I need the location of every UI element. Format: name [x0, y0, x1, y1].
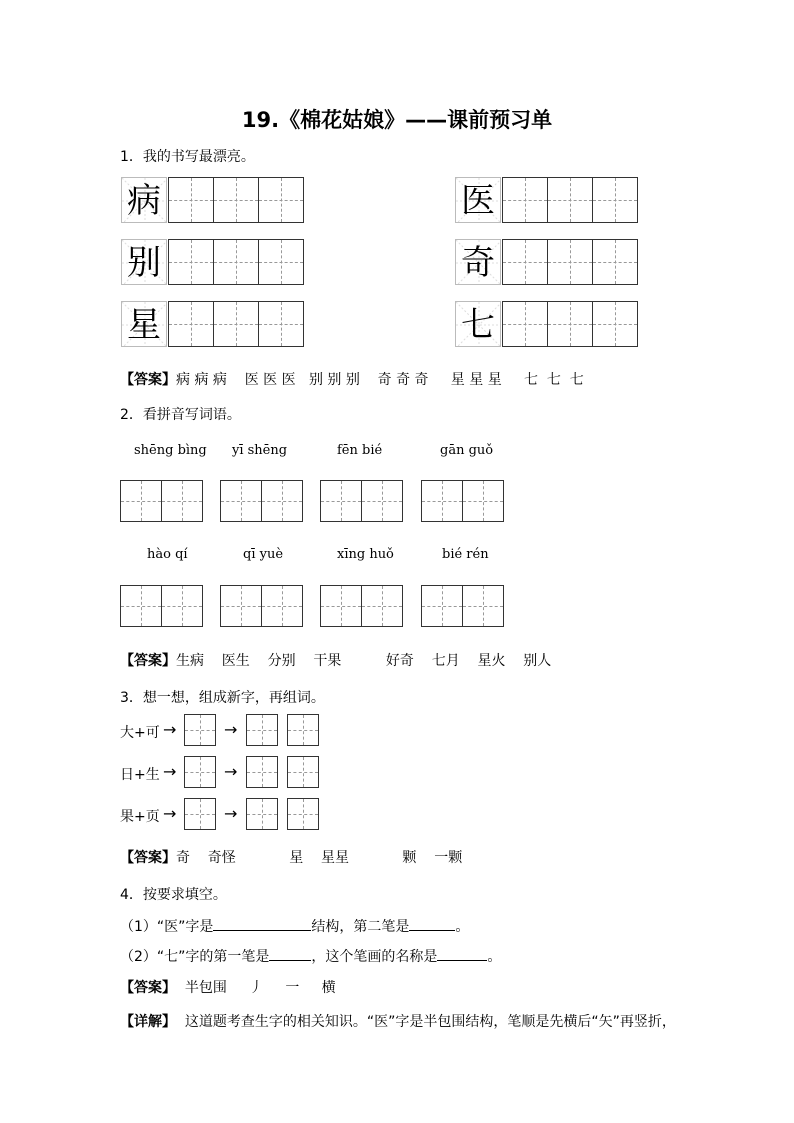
answer-box[interactable]: [287, 756, 319, 788]
writing-cell[interactable]: [547, 239, 593, 285]
writing-cell[interactable]: [261, 480, 303, 522]
writing-cell[interactable]: [213, 239, 259, 285]
writing-cell[interactable]: [320, 585, 362, 627]
writing-cell[interactable]: [421, 585, 463, 627]
writing-cell[interactable]: [421, 480, 463, 522]
q4-answer: [120, 977, 336, 997]
writing-cell[interactable]: [502, 239, 548, 285]
detail-label: 【详解】: [120, 1014, 176, 1030]
arrow-icon: →: [163, 762, 177, 781]
detail-text: 这道题考查生字的相关知识。“医”字是半包围结构，笔顺是先横后“矢”再竖折，: [176, 1014, 676, 1030]
fill-blank[interactable]: [213, 918, 311, 931]
writing-cell[interactable]: [168, 301, 214, 347]
model-character: 医: [461, 181, 495, 221]
answer-text: 半包围 丿 一 横: [176, 980, 336, 996]
answer-box[interactable]: [246, 714, 278, 746]
answer-box[interactable]: [184, 714, 216, 746]
q2-answer: [120, 650, 551, 670]
answer-box[interactable]: [246, 756, 278, 788]
writing-cell[interactable]: [502, 177, 548, 223]
writing-cell[interactable]: [258, 301, 304, 347]
writing-cell[interactable]: [168, 177, 214, 223]
q1-prompt: 1．我的书写最漂亮。: [120, 149, 255, 165]
writing-cell[interactable]: [258, 177, 304, 223]
arrow-icon: →: [224, 762, 238, 781]
q4-line2-text-a: （2）“七”字的第一笔是: [120, 949, 270, 965]
pinyin-1: shēng bìng: [134, 443, 207, 458]
q4-line-1: [120, 916, 469, 936]
writing-cell[interactable]: [547, 301, 593, 347]
writing-cell[interactable]: [220, 480, 262, 522]
writing-cell[interactable]: [592, 239, 638, 285]
writing-cell[interactable]: [161, 585, 203, 627]
pinyin-7: xīng huǒ: [337, 547, 394, 562]
arrow-icon: →: [224, 720, 238, 739]
fill-blank[interactable]: [409, 918, 455, 931]
fill-blank[interactable]: [437, 948, 487, 961]
model-character-cell: [455, 177, 501, 223]
q3-item-2: 日+生: [120, 767, 160, 783]
writing-cell[interactable]: [213, 301, 259, 347]
writing-cell[interactable]: [592, 177, 638, 223]
writing-cell[interactable]: [220, 585, 262, 627]
writing-cell[interactable]: [462, 480, 504, 522]
q3-answer: [120, 847, 462, 867]
answer-label: 【答案】: [120, 850, 176, 866]
q4-line2-text-b: ，这个笔画的名称是: [311, 949, 438, 965]
answer-box[interactable]: [287, 798, 319, 830]
model-character-cell: [121, 301, 167, 347]
model-character: 星: [127, 305, 161, 345]
pinyin-6: qī yuè: [243, 547, 284, 562]
writing-cell[interactable]: [547, 177, 593, 223]
q4-line-2: [120, 946, 501, 966]
q4-line1-text-a: （1）“医”字是: [120, 919, 214, 935]
writing-cell[interactable]: [462, 585, 504, 627]
page-title: 19.《棉花姑娘》——课前预习单: [241, 108, 553, 132]
model-character: 七: [461, 305, 495, 345]
answer-box[interactable]: [184, 756, 216, 788]
arrow-icon: →: [163, 720, 177, 739]
writing-cell[interactable]: [120, 480, 162, 522]
arrow-icon: →: [224, 804, 238, 823]
model-character-cell: [455, 301, 501, 347]
q3-item-1: 大+可: [120, 725, 160, 741]
writing-cell[interactable]: [258, 239, 304, 285]
pinyin-3: fēn bié: [337, 443, 383, 458]
answer-text: 生病 医生 分别 干果 好奇 七月 星火 别人: [176, 653, 552, 669]
q3-prompt: 3．想一想，组成新字，再组词。: [120, 690, 325, 706]
writing-cell[interactable]: [592, 301, 638, 347]
q3-item-3: 果+页: [120, 809, 160, 825]
answer-text: 奇 奇怪 星 星星 颗 一颗: [176, 850, 463, 866]
writing-cell[interactable]: [161, 480, 203, 522]
q4-line2-text-c: 。: [487, 949, 502, 965]
pinyin-4: gān guǒ: [440, 443, 494, 458]
fill-blank[interactable]: [269, 948, 311, 961]
writing-cell[interactable]: [261, 585, 303, 627]
writing-cell[interactable]: [502, 301, 548, 347]
q4-prompt: 4．按要求填空。: [120, 887, 227, 903]
answer-box[interactable]: [287, 714, 319, 746]
model-character: 别: [127, 243, 161, 283]
q1-answer: [120, 369, 584, 389]
answer-label: 【答案】: [120, 653, 176, 669]
answer-box[interactable]: [184, 798, 216, 830]
q4-detail: [120, 1011, 676, 1031]
arrow-icon: →: [163, 804, 177, 823]
model-character: 病: [127, 181, 161, 221]
pinyin-5: hào qí: [147, 547, 188, 562]
model-character-cell: [121, 177, 167, 223]
pinyin-8: bié rén: [442, 547, 489, 562]
writing-cell[interactable]: [120, 585, 162, 627]
model-character: 奇: [461, 243, 495, 283]
answer-text: 病 病 病 医 医 医 别 别 别 奇 奇 奇 星 星 星 七 七 七: [176, 372, 584, 388]
writing-cell[interactable]: [361, 480, 403, 522]
writing-cell[interactable]: [168, 239, 214, 285]
model-character-cell: [455, 239, 501, 285]
q4-line1-text-c: 。: [455, 919, 470, 935]
answer-label: 【答案】: [120, 980, 176, 996]
writing-cell[interactable]: [213, 177, 259, 223]
pinyin-2: yī shēng: [232, 443, 288, 458]
answer-label: 【答案】: [120, 372, 176, 388]
model-character-cell: [121, 239, 167, 285]
writing-cell[interactable]: [320, 480, 362, 522]
q2-prompt: 2．看拼音写词语。: [120, 407, 241, 423]
writing-cell[interactable]: [361, 585, 403, 627]
q4-line1-text-b: 结构，第二笔是: [311, 919, 410, 935]
answer-box[interactable]: [246, 798, 278, 830]
